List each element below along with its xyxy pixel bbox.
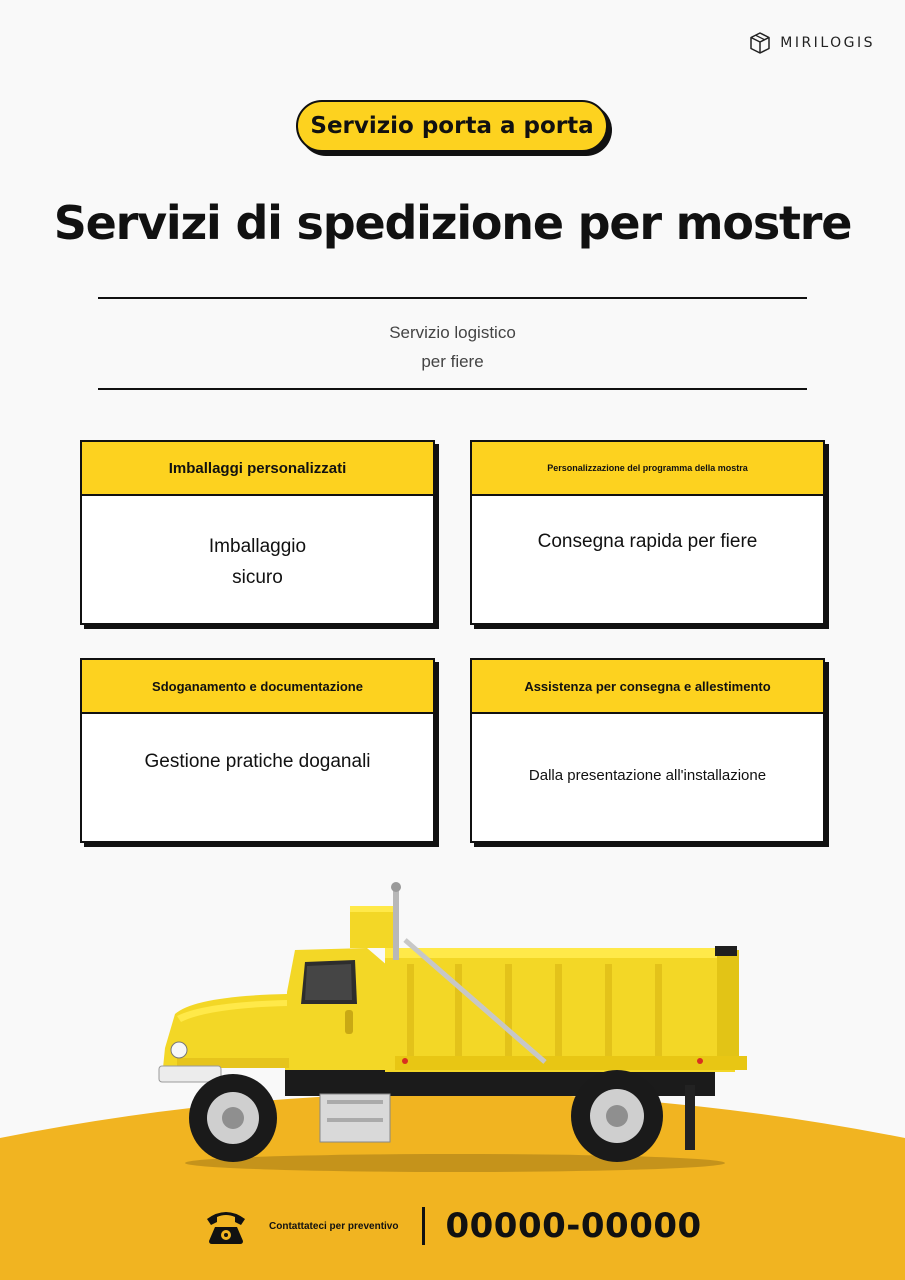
- service-card-customs: [80, 658, 435, 843]
- contact-divider: [422, 1207, 425, 1245]
- page-title: Servizi di spedizione per mostre: [53, 196, 852, 250]
- divider-top: [98, 297, 807, 299]
- card-header: Personalizzazione del programma della mostra: [472, 442, 823, 496]
- card-body-line-1: Imballaggio: [208, 536, 307, 557]
- card-body: Consegna rapida per fiere: [537, 531, 758, 552]
- card-header: Imballaggi personalizzati: [82, 442, 433, 496]
- card-header: Sdoganamento e documentazione: [82, 660, 433, 714]
- brand-logo: [748, 31, 875, 55]
- subtitle-line-1: Servizio logistico: [389, 323, 516, 342]
- subtitle-line-2: per fiere: [421, 352, 484, 371]
- contact-row: [205, 1206, 702, 1246]
- service-card-packaging: [80, 440, 435, 625]
- subtitle: [0, 318, 905, 376]
- service-card-program: [470, 440, 825, 625]
- card-body: Dalla presentazione all'installazione: [528, 767, 767, 784]
- divider-bottom: [98, 388, 807, 390]
- telephone-icon: [205, 1207, 247, 1245]
- service-card-assistance: [470, 658, 825, 843]
- service-pill: Servizio porta a porta: [296, 100, 608, 152]
- brand-name: MIRILOGIS: [780, 35, 875, 51]
- contact-label: Contattateci per preventivo: [269, 1220, 399, 1232]
- phone-number[interactable]: 00000-00000: [445, 1206, 702, 1246]
- card-body-line-2: sicuro: [232, 567, 283, 588]
- box-icon: [748, 31, 772, 55]
- card-body: Gestione pratiche doganali: [144, 751, 371, 772]
- dump-truck-illustration: [155, 880, 755, 1180]
- card-body: [82, 496, 433, 623]
- card-header: Assistenza per consegna e allestimento: [472, 660, 823, 714]
